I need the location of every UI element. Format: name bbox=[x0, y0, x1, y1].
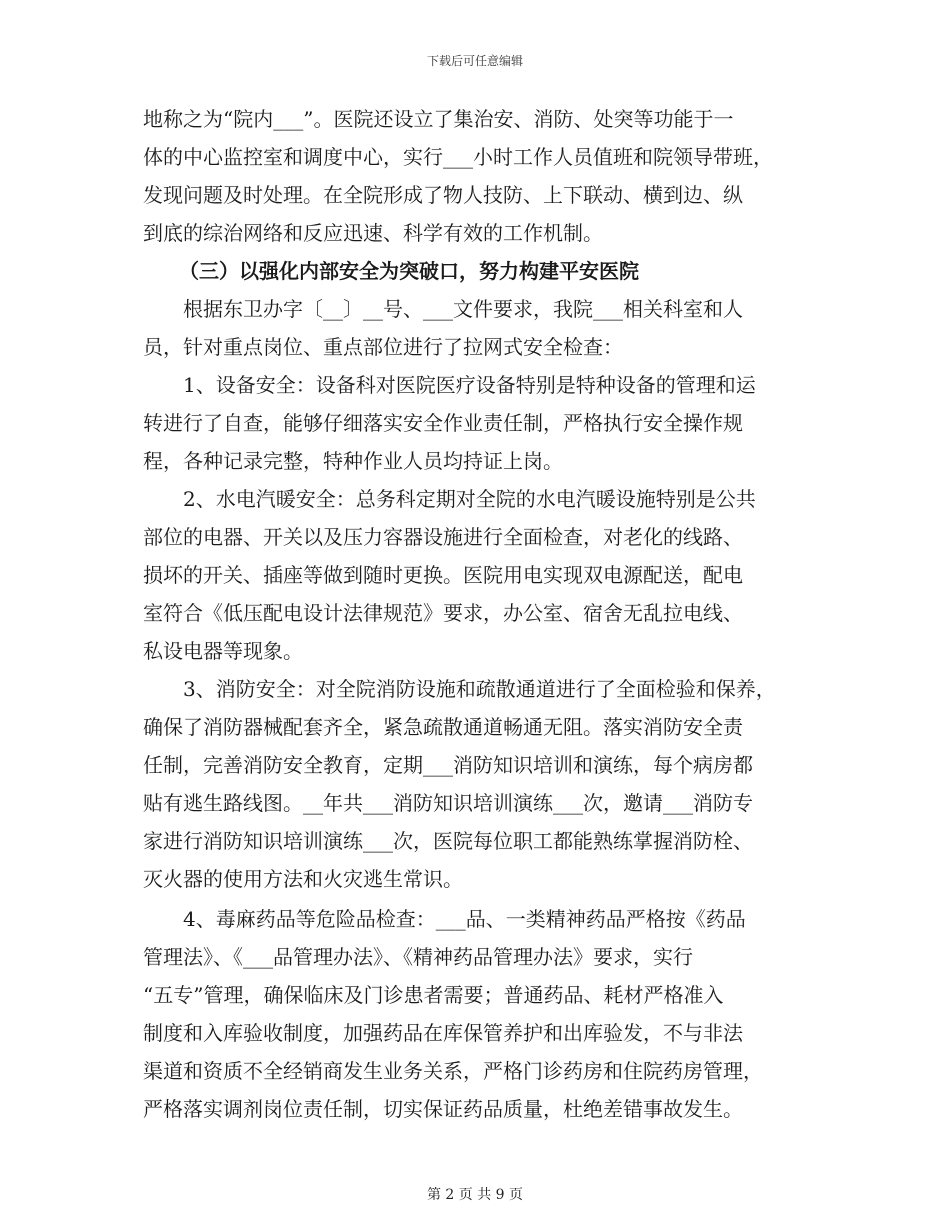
paragraph-line: 1、设备安全：设备科对医院医疗设备特别是特种设备的管理和运 bbox=[183, 373, 756, 397]
paragraph-line: 任制，完善消防安全教育，定期___消防知识培训和演练，每个病房都 bbox=[143, 753, 753, 777]
paragraph-line: 程，各种记录完整，特种作业人员均持证上岗。 bbox=[143, 449, 563, 473]
paragraph-line: “五专”管理，确保临床及门诊患者需要；普通药品、耗材严格准入 bbox=[143, 983, 724, 1007]
paragraph-line: 体的中心监控室和调度中心，实行___小时工作人员值班和院领导带班， bbox=[143, 145, 773, 169]
paragraph-line: 到底的综治网络和反应迅速、科学有效的工作机制。 bbox=[143, 221, 603, 245]
paragraph-line: 渠道和资质不全经销商发生业务关系，严格门诊药房和住院药房管理， bbox=[143, 1059, 763, 1083]
paragraph-line: 灭火器的使用方法和火灾逃生常识。 bbox=[143, 867, 463, 891]
paragraph-line: 根据东卫办字〔__〕__号、___文件要求，我院___相关科室和人 bbox=[183, 297, 743, 321]
paragraph-line: 地称之为“院内___”。医院还设立了集治安、消防、处突等功能于一 bbox=[143, 107, 734, 131]
paragraph-line: 部位的电器、开关以及压力容器设施进行全面检查，对老化的线路、 bbox=[143, 525, 743, 549]
paragraph-line: 发现问题及时处理。在全院形成了物人技防、上下联动、横到边、纵 bbox=[143, 183, 743, 207]
paragraph-line: 私设电器等现象。 bbox=[143, 639, 303, 663]
paragraph-line: 转进行了自查，能够仔细落实安全作业责任制，严格执行安全操作规 bbox=[143, 411, 743, 435]
paragraph-line: 3、消防安全：对全院消防设施和疏散通道进行了全面检验和保养， bbox=[183, 677, 776, 701]
page-footer: 第 2 页 共 9 页 bbox=[426, 1187, 524, 1203]
paragraph-line: 员，针对重点岗位、重点部位进行了拉网式安全检查： bbox=[143, 335, 623, 359]
paragraph-line: 严格落实调剂岗位责任制，切实保证药品质量，杜绝差错事故发生。 bbox=[143, 1097, 743, 1121]
paragraph-line: 2、水电汽暖安全：总务科定期对全院的水电汽暖设施特别是公共 bbox=[183, 487, 756, 511]
page-header: 下载后可任意编辑 bbox=[426, 54, 523, 68]
paragraph-line: 确保了消防器械配套齐全，紧急疏散通道畅通无阻。落实消防安全责 bbox=[143, 715, 743, 739]
paragraph-line: 管理法》、《___品管理办法》、《精神药品管理办法》要求，实行 bbox=[143, 945, 693, 969]
paragraph-line: 损坏的开关、插座等做到随时更换。医院用电实现双电源配送，配电 bbox=[143, 563, 743, 587]
paragraph-line: 家进行消防知识培训演练___次，医院每位职工都能熟练掌握消防栓、 bbox=[143, 829, 753, 853]
paragraph-line: 制度和入库验收制度，加强药品在库保管养护和出库验发，不与非法 bbox=[143, 1021, 743, 1045]
section-heading: （三）以强化内部安全为突破口，努力构建平安医院 bbox=[179, 259, 639, 283]
paragraph-line: 4、毒麻药品等危险品检查：___品、一类精神药品严格按《药品 bbox=[183, 907, 746, 931]
paragraph-line: 室符合《低压配电设计法律规范》要求，办公室、宿舍无乱拉电线、 bbox=[143, 601, 743, 625]
paragraph-line: 贴有逃生路线图。__年共___消防知识培训演练___次，邀请___消防专 bbox=[143, 791, 753, 815]
